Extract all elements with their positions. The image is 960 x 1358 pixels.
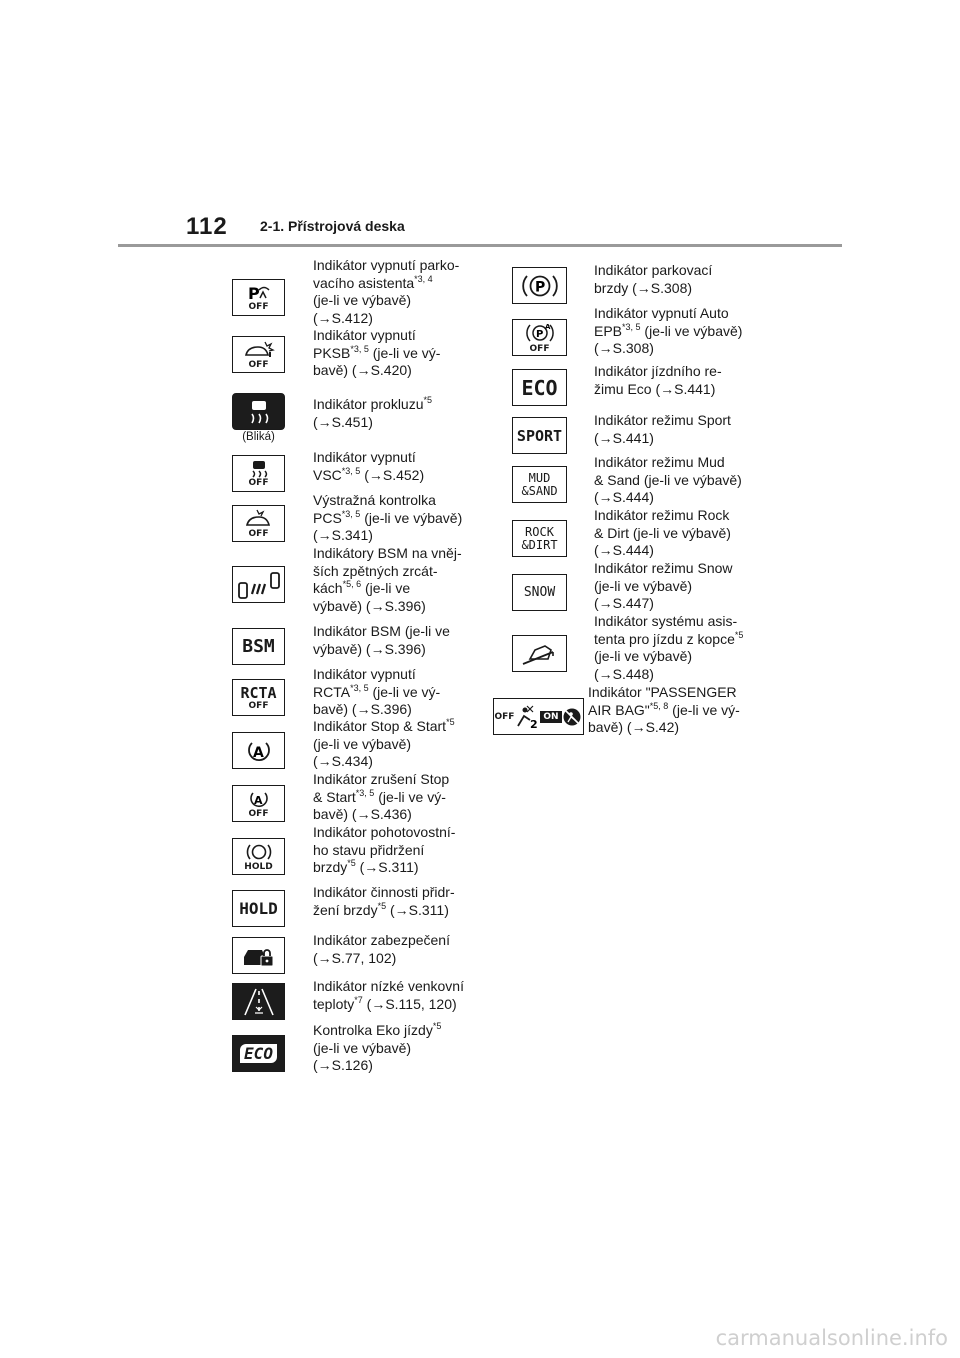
off-label: OFF	[248, 700, 269, 711]
bsm-icon	[232, 628, 285, 665]
svg-text:P: P	[535, 328, 543, 340]
right-desc-4: Indikátor režimu Mud & Sand (je-li ve výbavě) (→S.444)	[594, 454, 742, 505]
eco-label: ECO	[240, 1044, 277, 1063]
off-label: OFF	[248, 477, 269, 488]
stop-start-icon	[232, 732, 285, 769]
security-icon	[232, 937, 285, 974]
watermark: carmanualsonline.info	[715, 1326, 948, 1350]
off-label: OFF	[248, 359, 269, 370]
blinking-caption: (Bliká)	[242, 431, 275, 443]
right-desc-5: Indikátor režimu Rock & Dirt (je-li ve výbavě) (→S.444)	[594, 507, 731, 558]
rcta-off-icon	[232, 679, 285, 716]
parking-brake-icon	[512, 267, 567, 304]
mud-sand-icon	[512, 466, 567, 503]
svg-text:P: P	[247, 283, 260, 302]
left-desc-2: Indikátor prokluzu$^{*5}$ (→S.451)	[313, 395, 433, 430]
eco-driving-icon	[232, 1035, 285, 1072]
off-label: OFF	[248, 301, 269, 312]
right-desc-0: Indikátor parkovací brzdy (→S.308)	[594, 262, 713, 296]
stop-start-cancel-icon	[232, 785, 285, 822]
svg-text:A: A	[544, 322, 550, 331]
left-desc-6: Indikátor BSM (je-li ve výbavě) (→S.396)	[313, 623, 450, 657]
left-desc-8: Indikátor Stop & Start$^{*5}$ (je-li ve výbavě) (→S.434)	[313, 717, 455, 769]
mud-sand-label: MUD &SAND	[521, 470, 558, 498]
svg-text:P: P	[534, 279, 545, 295]
left-desc-5: Indikátory BSM na vněj- ších zpětných zrcát- kách$^{*5, 6}$ (je-li ve výbavě) (→S.396)	[313, 545, 462, 614]
left-desc-0: Indikátor vypnutí parko- vacího asistenta$^{*3, 4}$ (je-li ve výbavě) (→S.412)	[313, 257, 460, 326]
brake-hold-standby-icon	[232, 838, 285, 875]
parking-support-off-icon	[232, 279, 285, 316]
seat-number: 2	[530, 717, 539, 730]
eco-mode-label: ECO	[521, 375, 558, 400]
left-desc-11: Indikátor činnosti přidr- žení brzdy$^{*5}$ (→S.311)	[313, 884, 455, 918]
off-label: OFF	[529, 343, 550, 354]
hold-label: HOLD	[239, 899, 278, 918]
right-desc-3: Indikátor režimu Sport (→S.441)	[594, 412, 731, 446]
rcta-label: RCTA	[240, 683, 277, 702]
bsm-label: BSM	[242, 636, 275, 657]
snow-mode-icon	[512, 574, 567, 611]
pksb-off-icon	[232, 336, 285, 373]
eco-mode-icon	[512, 369, 567, 406]
brake-hold-operated-icon	[232, 890, 285, 927]
downhill-assist-icon	[512, 635, 567, 672]
sport-mode-icon	[512, 417, 567, 454]
passenger-airbag-icon	[493, 698, 584, 735]
left-desc-4: Výstražná kontrolka PCS$^{*3, 5}$ (je-li ve výbavě) (→S.341)	[313, 492, 463, 543]
right-desc-7: Indikátor systému asis- tenta pro jízdu z kopce$^{*5}$ (je-li ve výbavě) (→S.448)	[594, 613, 744, 682]
vsc-off-icon	[232, 455, 285, 492]
sport-label: SPORT	[516, 426, 563, 445]
svg-text:A: A	[253, 793, 263, 807]
left-desc-1: Indikátor vypnutí PKSB$^{*3, 5}$ (je-li ve vý- bavě) (→S.420)	[313, 327, 441, 378]
left-desc-14: Kontrolka Eko jízdy$^{*5}$ (je-li ve výbavě) (→S.126)	[313, 1021, 442, 1073]
left-desc-10: Indikátor pohotovostní- ho stavu přidržení brzdy$^{*5}$ (→S.311)	[313, 824, 456, 875]
header-rule	[118, 244, 842, 247]
page-number: 112	[186, 213, 228, 240]
svg-text:A: A	[252, 744, 264, 761]
off-label: OFF	[494, 711, 515, 722]
off-label: OFF	[248, 528, 269, 539]
right-desc-6: Indikátor režimu Snow (je-li ve výbavě) (→S.447)	[594, 560, 733, 611]
right-desc-1: Indikátor vypnutí Auto EPB$^{*3, 5}$ (je-li ve výbavě) (→S.308)	[594, 305, 743, 356]
left-desc-3: Indikátor vypnutí VSC$^{*3, 5}$ (→S.452)	[313, 449, 425, 483]
left-desc-7: Indikátor vypnutí RCTA$^{*3, 5}$ (je-li ve vý- bavě) (→S.396)	[313, 666, 441, 717]
auto-epb-off-icon	[512, 319, 567, 356]
pcs-warning-icon	[232, 505, 285, 542]
rock-dirt-icon	[512, 520, 567, 557]
bsm-mirror-icon	[232, 566, 285, 603]
left-desc-13: Indikátor nízké venkovní teploty$^{*7}$ (→S.115, 120)	[313, 978, 464, 1012]
section-title: 2-1. Přístrojová deska	[260, 218, 405, 234]
off-label: OFF	[248, 808, 269, 819]
hold-label: HOLD	[244, 861, 273, 872]
low-temperature-icon	[232, 983, 285, 1020]
right-desc-8: Indikátor "PASSENGER AIR BAG"$^{*5, 8}$ (je-li ve vý- bavě) (→S.42)	[588, 684, 740, 735]
right-desc-2: Indikátor jízdního re- žimu Eco (→S.441)	[594, 363, 722, 397]
slip-indicator-icon	[232, 393, 285, 430]
rock-dirt-label: ROCK &DIRT	[521, 524, 558, 552]
left-desc-12: Indikátor zabezpečení (→S.77, 102)	[313, 932, 450, 966]
left-desc-9: Indikátor zrušení Stop & Start$^{*3, 5}$ (je-li ve vý- bavě) (→S.436)	[313, 771, 450, 822]
snow-label: SNOW	[523, 585, 556, 600]
on-label: ON	[540, 711, 561, 723]
